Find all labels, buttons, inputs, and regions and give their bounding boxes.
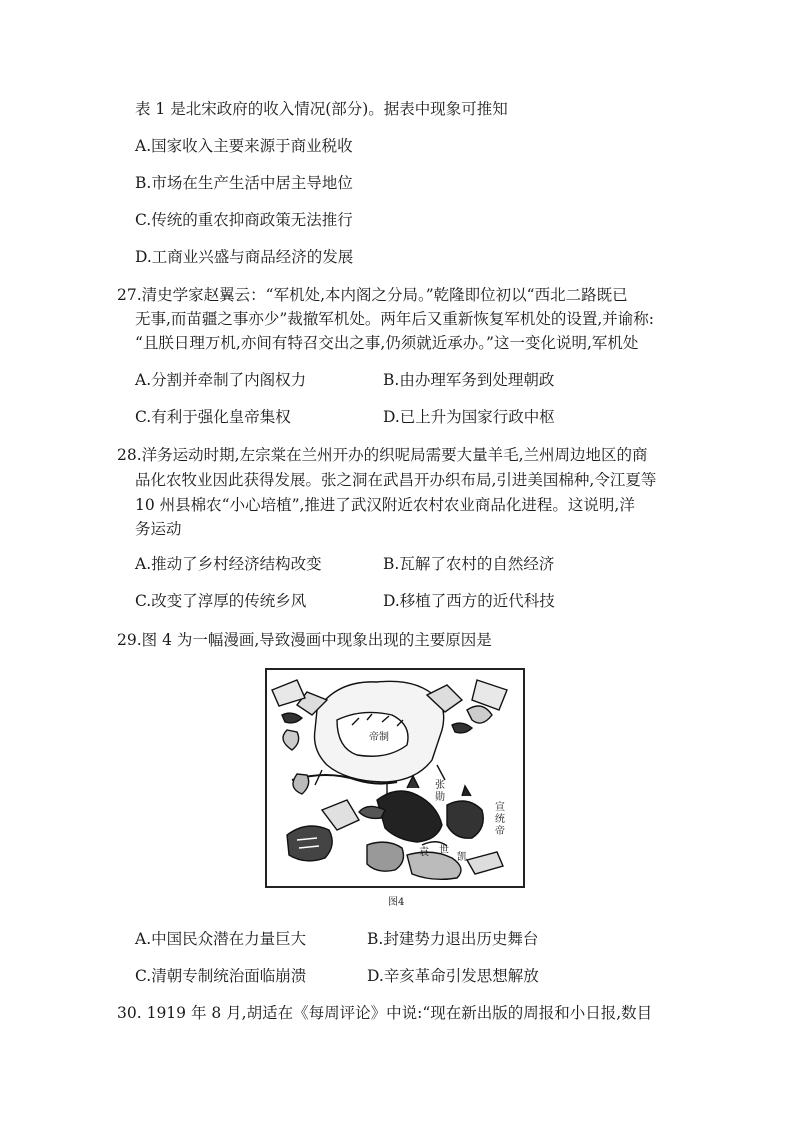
q28-stem-line-4: 务运动 [135, 520, 182, 538]
q29-option-b[interactable]: B.封建势力退出历史舞台 [367, 930, 539, 948]
q28-stem-line-2: 品化农牧业因此获得发展。张之洞在武昌开办织布局,引进美国棉种,令江夏等 [135, 471, 657, 489]
q26-option-d[interactable]: D.工商业兴盛与商品经济的发展 [135, 248, 354, 266]
label-kai: 凯 [457, 852, 467, 863]
q29-option-d[interactable]: D.辛亥革命引发思想解放 [367, 967, 539, 985]
q27-stem-line-2: 无事,而苗疆之事亦少”裁撤军机处。两年后又重新恢复军机处的设置,并谕称: [135, 310, 655, 328]
q28-stem-line-3: 10 州县棉农“小心培植”,推进了武汉附近农村农业商品化进程。这说明,洋 [135, 496, 635, 514]
label-di: 帝 [495, 826, 505, 837]
q27-option-c[interactable]: C.有利于强化皇帝集权 [135, 408, 291, 426]
q27-stem-line-3: “且朕日理万机,亦间有特召交出之事,仍须就近承办。”这一变化说明,军机处 [135, 334, 639, 352]
cartoon-figure [265, 668, 525, 888]
q27-stem-line-1: 27.清史学家赵翼云：“军机处,本内阁之分局。”乾隆即位初以“西北二路既已 [117, 286, 628, 304]
label-yuan: 袁 [419, 847, 429, 858]
label-dizhi: 帝制 [369, 732, 389, 743]
label-tong: 统 [495, 814, 505, 825]
q28-option-b[interactable]: B.瓦解了农村的自然经济 [383, 555, 555, 573]
figure-caption: 图4 [388, 897, 405, 908]
q30-stem-line-1: 30. 1919 年 8 月,胡适在《每周评论》中说:“现在新出版的周报和小日报,数目 [117, 1004, 653, 1022]
q27-option-a[interactable]: A.分割并牵制了内阁权力 [135, 371, 307, 389]
label-shi: 世 [439, 845, 449, 856]
q26-option-c[interactable]: C.传统的重农抑商政策无法推行 [135, 211, 353, 229]
q29-option-c[interactable]: C.清朝专制统治面临崩溃 [135, 967, 307, 985]
q28-option-a[interactable]: A.推动了乡村经济结构改变 [135, 555, 322, 573]
q27-option-b[interactable]: B.由办理军务到处理朝政 [383, 371, 555, 389]
label-xun: 勋 [435, 792, 445, 803]
label-zhang: 张 [435, 780, 445, 791]
q29-stem: 29.图 4 为一幅漫画,导致漫画中现象出现的主要原因是 [117, 631, 492, 649]
q27-option-d[interactable]: D.已上升为国家行政中枢 [383, 408, 555, 426]
label-xuan: 宣 [495, 802, 505, 813]
q26-stem: 表 1 是北宋政府的收入情况(部分)。据表中现象可推知 [135, 100, 508, 118]
q26-option-b[interactable]: B.市场在生产生活中居主导地位 [135, 174, 353, 192]
q28-option-c[interactable]: C.改变了淳厚的传统乡风 [135, 592, 307, 610]
q28-stem-line-1: 28.洋务运动时期,左宗棠在兰州开办的织呢局需要大量羊毛,兰州周边地区的商 [117, 446, 648, 464]
q28-option-d[interactable]: D.移植了西方的近代科技 [383, 592, 555, 610]
q26-option-a[interactable]: A.国家收入主要来源于商业税收 [135, 137, 353, 155]
cartoon-drawing [267, 670, 523, 886]
q29-option-a[interactable]: A.中国民众潜在力量巨大 [135, 930, 307, 948]
